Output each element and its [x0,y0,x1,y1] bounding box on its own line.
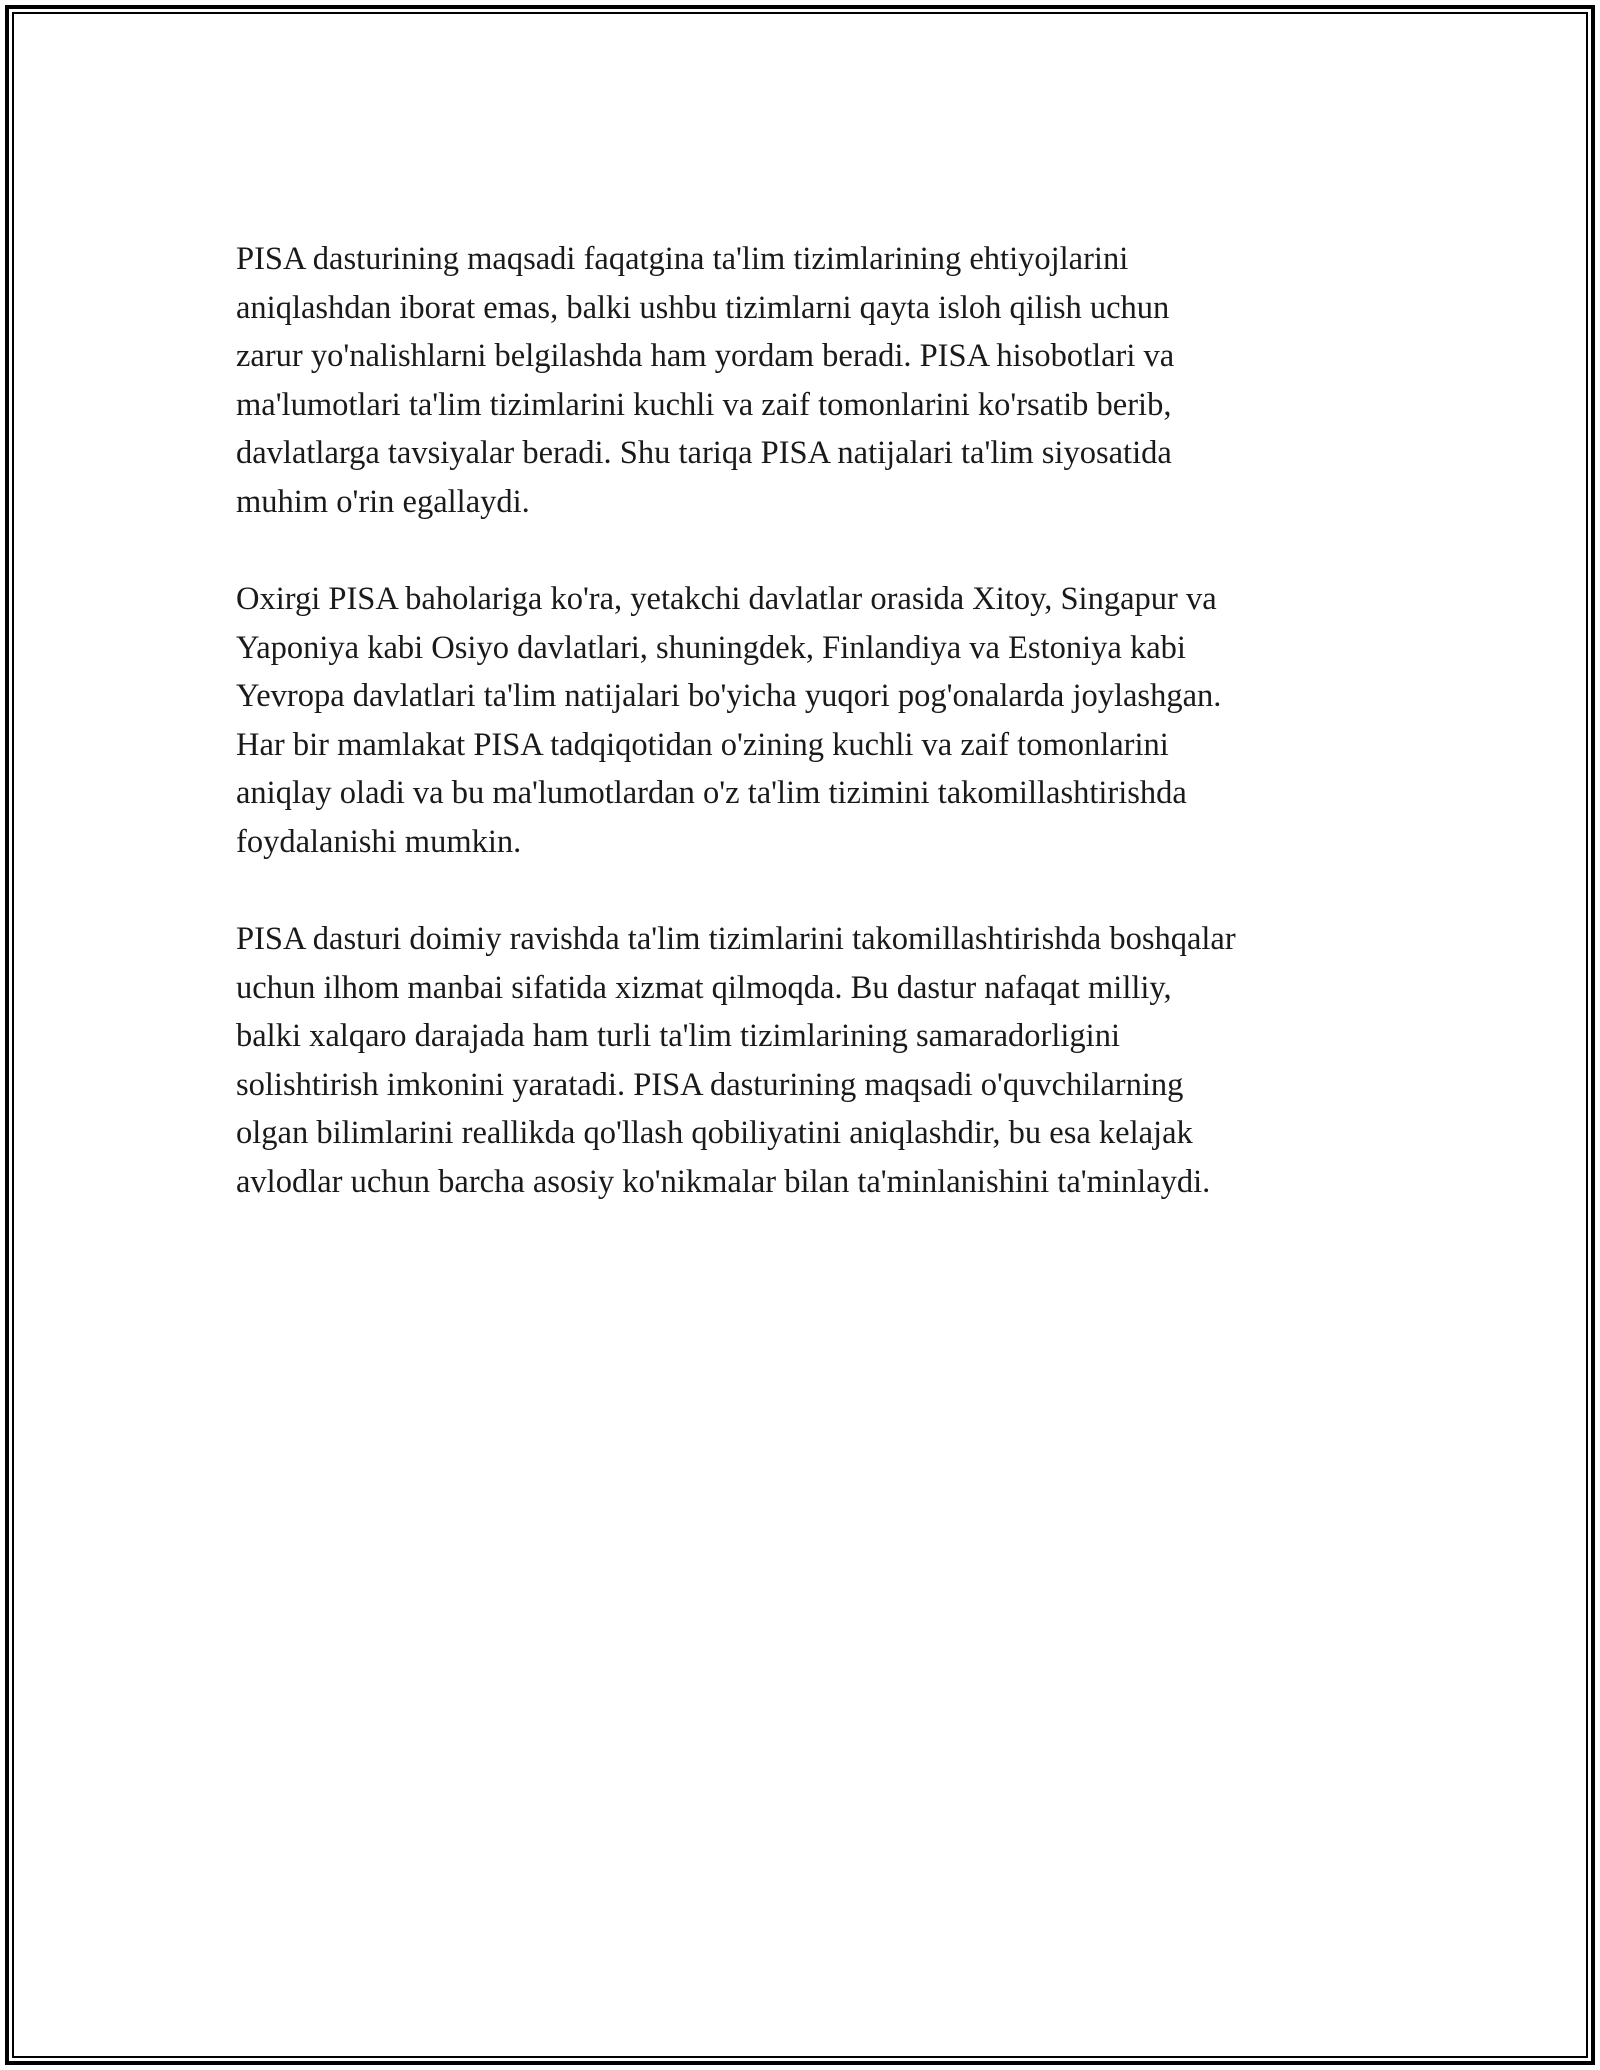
text-line: ma'lumotlari ta'lim tizimlarini kuchli va zaif tomonlarini ko'rsatib berib, [236,386,1172,423]
paragraph [236,575,1386,866]
text-line: muhim o'rin egallaydi. [236,483,530,520]
text-line: aniqlashdan iborat emas, balki ushbu tizimlarni qayta isloh qilish uchun [236,289,1170,326]
text-line: solishtirish imkonini yaratadi. PISA dasturining maqsadi o'quvchilarning [236,1066,1184,1103]
text-line: davlatlarga tavsiyalar beradi. Shu tariqa PISA natijalari ta'lim siyosatida [236,435,1172,471]
paragraph [236,915,1386,1206]
text-line: olgan bilimlarini reallikda qo'llash qobiliyatini aniqlashdir, bu esa kelajak [236,1115,1193,1151]
paragraph [236,235,1386,526]
document-body [236,235,1386,1255]
text-line: Yaponiya kabi Osiyo davlatlari, shuningdek, Finlandiya va Estoniya kabi [236,629,1186,666]
text-line: aniqlay oladi va bu ma'lumotlardan o'z ta'lim tizimini takomillashtirishda [236,775,1187,811]
text-line: avlodlar uchun barcha asosiy ko'nikmalar bilan ta'minlanishini ta'minlaydi. [236,1163,1211,1200]
text-line: Yevropa davlatlari ta'lim natijalari bo'yicha yuqori pog'onalarda joylashgan. [236,678,1222,714]
text-line: uchun ilhom manbai sifatida xizmat qilmoqda. Bu dastur nafaqat milliy, [236,969,1172,1006]
text-line: balki xalqaro darajada ham turli ta'lim tizimlarining samaradorligini [236,1018,1120,1054]
text-line: PISA dasturining maqsadi faqatgina ta'lim tizimlarining ehtiyojlarini [236,241,1129,277]
text-line: foydalanishi mumkin. [236,823,522,860]
text-line: Oxirgi PISA baholariga ko'ra, yetakchi davlatlar orasida Xitoy, Singapur va [236,581,1217,617]
text-line: Har bir mamlakat PISA tadqiqotidan o'zining kuchli va zaif tomonlarini [236,726,1169,763]
text-line: PISA dasturi doimiy ravishda ta'lim tizimlarini takomillashtirishda boshqalar [236,921,1236,957]
text-line: zarur yo'nalishlarni belgilashda ham yordam beradi. PISA hisobotlari va [236,338,1175,374]
